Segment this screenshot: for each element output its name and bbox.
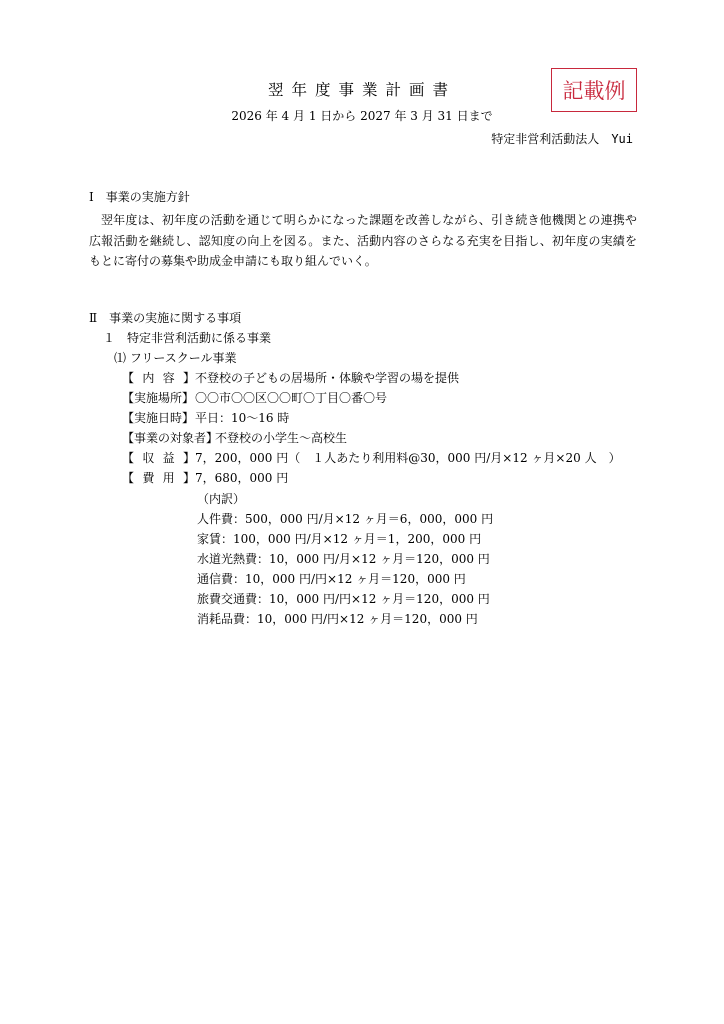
section1-body: 翌年度は、初年度の活動を通じて明らかになった課題を改善しながら、引き続き他機関との連携や広報活動を継続し、認知度の向上を図る。また、活動内容のさらなる充実を目指し、初年度の実績をもとに寄付の募集や助成金申請にも取り組んでいく。 (89, 213, 637, 268)
organization-type: 特定非営利活動法人 (491, 132, 600, 146)
item-expense-value: 7，680，000 円 (195, 471, 289, 485)
item-income-value: 7，200，000 円（ １人あたり利用料@30，000 円/月×12 ヶ月×20 人 ） (195, 451, 621, 465)
breakdown-item: 家賃：100，000 円/月×12 ヶ月＝1，200，000 円 (197, 532, 482, 546)
breakdown-title: （内訳） (197, 492, 246, 506)
item-datetime-label: 【実施日時】 (122, 411, 195, 425)
item-content (122, 370, 459, 387)
item-place (122, 390, 387, 407)
item-target-value: 不登校の小学生～高校生 (215, 431, 348, 445)
plan-period: 2026 年 4 月 1 日から 2027 年 3 月 31 日まで (231, 109, 493, 123)
item-target (122, 430, 347, 447)
breakdown-item: 旅費交通費：10，000 円/円×12 ヶ月＝120，000 円 (197, 592, 490, 606)
item-content-value: 不登校の子どもの居場所・体験や学習の場を提供 (195, 371, 460, 385)
item-place-label: 【実施場所】 (122, 391, 195, 405)
breakdown-item: 水道光熱費：10，000 円/月×12 ヶ月＝120，000 円 (197, 552, 490, 566)
section2-heading: Ⅱ 事業の実施に関する事項 (89, 311, 242, 325)
item-target-label: 【事業の対象者】 (122, 431, 219, 445)
sample-stamp: 記載例 (551, 68, 637, 112)
section2-subheading: １ 特定非営利活動に係る事業 (103, 331, 272, 345)
item-datetime (122, 410, 289, 427)
item-content-label: 【 内 容 】 (122, 371, 195, 385)
program-heading: ⑴ フリースクール事業 (114, 351, 237, 365)
organization-name: Yui (611, 132, 633, 146)
breakdown-item: 通信費：10，000 円/円×12 ヶ月＝120，000 円 (197, 572, 466, 586)
item-income-label: 【 収 益 】 (122, 451, 195, 465)
item-income (122, 450, 621, 467)
breakdown-item: 消耗品費：10，000 円/円×12 ヶ月＝120，000 円 (197, 612, 478, 626)
item-place-value: 〇〇市〇〇区〇〇町〇丁目〇番〇号 (195, 391, 388, 405)
breakdown-item: 人件費：500，000 円/月×12 ヶ月＝6，000，000 円 (197, 512, 494, 526)
section1-heading: Ⅰ 事業の実施方針 (89, 190, 190, 204)
item-expense (122, 470, 288, 487)
item-datetime-value: 平日：10～16 時 (195, 411, 290, 425)
document-title: 翌年度事業計画書 (267, 81, 456, 99)
item-expense-label: 【 費 用 】 (122, 471, 195, 485)
organization (440, 131, 633, 148)
